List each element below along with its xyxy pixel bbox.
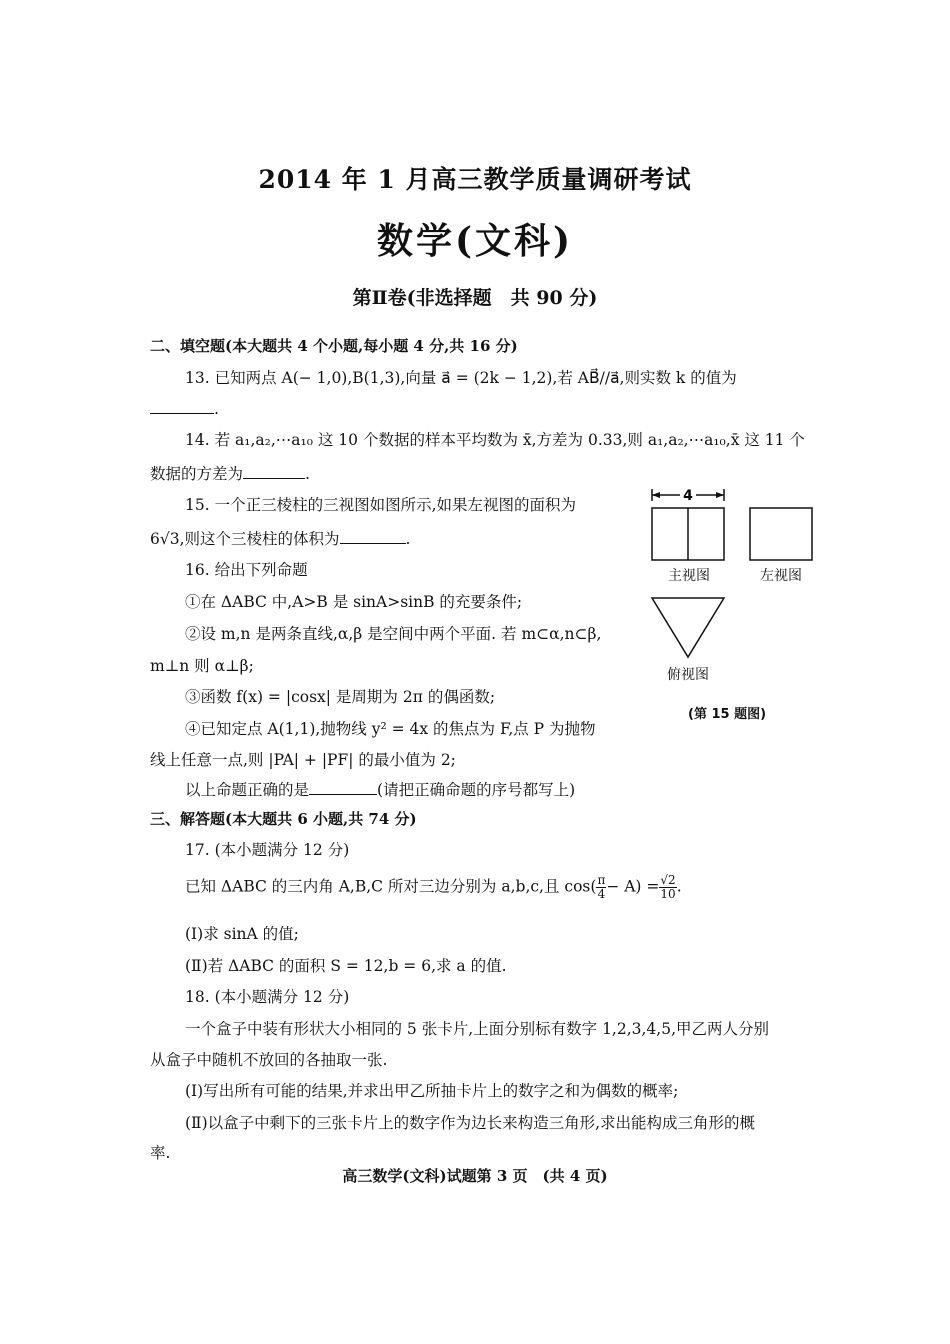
question-17-part-1: (Ⅰ)求 sinA 的值; <box>185 925 299 943</box>
arrow-right-icon <box>716 492 724 498</box>
dimension-label: 4 <box>683 488 693 504</box>
question-18-header: 18. (本小题满分 12 分) <box>185 988 350 1006</box>
figure-caption: (第 15 题图) <box>688 707 767 722</box>
question-14-line-2: 数据的方差为 . <box>150 465 310 483</box>
question-18-stem-2: 从盒子中随机不放回的各抽取一张. <box>150 1051 388 1069</box>
question-13-line-1: 13. 已知两点 A(− 1,0),B(1,3),向量 a⃗ = (2k − 1,2),若 AB⃗//a⃗,则实数 k 的值为 <box>185 369 737 387</box>
left-view-rect <box>750 508 812 560</box>
question-13-line-2: . <box>150 399 219 418</box>
question-18-part-1: (Ⅰ)写出所有可能的结果,并求出甲乙所抽卡片上的数字之和为偶数的概率; <box>185 1082 679 1100</box>
arrow-left-icon <box>652 492 660 498</box>
left-view-label: 左视图 <box>760 568 802 584</box>
question-18-part-2: (Ⅱ)以盒子中剩下的三张卡片上的数字作为边长来构造三角形,求出能构成三角形的概 <box>185 1114 756 1132</box>
question-18-part-2-cont: 率. <box>150 1144 171 1162</box>
question-16-item-2: ②设 m,n 是两条直线,α,β 是空间中两个平面. 若 m⊂α,n⊂β, <box>185 625 602 643</box>
question-17-part-2: (Ⅱ)若 ΔABC 的面积 S = 12,b = 6,求 a 的值. <box>185 957 507 975</box>
fraction-pi-over-4: $\frac{\pi}{4}$ <box>597 873 606 901</box>
question-18-stem-1: 一个盒子中装有形状大小相同的 5 张卡片,上面分别标有数字 1,2,3,4,5,甲乙两人分别 <box>185 1020 770 1038</box>
exam-title: 2014 年 1 月高三教学质量调研考试 <box>258 165 692 194</box>
answer-blank <box>309 780 377 795</box>
part-title: 第Ⅱ卷(非选择题 共 90 分) <box>352 287 598 309</box>
answer-blank <box>243 464 305 479</box>
front-view-label: 主视图 <box>668 568 710 584</box>
section-heading-fill-in: 二、填空题(本大题共 4 个小题,每小题 4 分,共 16 分) <box>150 337 518 355</box>
fraction-sqrt2-over-10: $\frac{√2}{10}$ <box>660 873 676 901</box>
subject-title: 数学(文科) <box>376 220 574 262</box>
answer-blank <box>340 529 406 544</box>
question-16-conclusion: 以上命题正确的是 (请把正确命题的序号都写上) <box>185 781 576 799</box>
question-17-header: 17. (本小题满分 12 分) <box>185 841 350 859</box>
question-16-item-3: ③函数 f(x) = |cosx| 是周期为 2π 的偶函数; <box>185 688 496 706</box>
question-16-intro: 16. 给出下列命题 <box>185 561 308 579</box>
page-footer: 高三数学(文科)试题第 3 页 (共 4 页) <box>342 1167 608 1185</box>
question-15-line-1: 15. 一个正三棱柱的三视图如图所示,如果左视图的面积为 <box>185 496 577 514</box>
question-16-item-2-cont: m⊥n 则 α⊥β; <box>150 657 254 675</box>
question-16-item-4-cont: 线上任意一点,则 |PA| + |PF| 的最小值为 2; <box>150 751 456 769</box>
three-view-figure <box>640 485 830 725</box>
section-heading-solutions: 三、解答题(本大题共 6 小题,共 74 分) <box>150 810 417 828</box>
question-17-stem: 已知 ΔABC 的三内角 A,B,C 所对三边分别为 a,b,c,且 cos( $\frac{\pi}{4}$ − A) = $\frac{√2}{10}$ . <box>185 873 682 901</box>
answer-blank <box>150 399 214 414</box>
question-16-item-4: ④已知定点 A(1,1),抛物线 y² = 4x 的焦点为 F,点 P 为抛物 <box>185 720 596 738</box>
top-view-label: 俯视图 <box>667 667 709 683</box>
question-15-line-2: 6√3,则这个三棱柱的体积为 . <box>150 530 411 548</box>
top-view-triangle <box>652 598 724 657</box>
question-16-item-1: ①在 ΔABC 中,A>B 是 sinA>sinB 的充要条件; <box>185 593 523 611</box>
question-14-line-1: 14. 若 a₁,a₂,⋯a₁₀ 这 10 个数据的样本平均数为 x̄,方差为 0.33,则 a₁,a₂,⋯a₁₀,x̄ 这 11 个 <box>185 431 805 449</box>
